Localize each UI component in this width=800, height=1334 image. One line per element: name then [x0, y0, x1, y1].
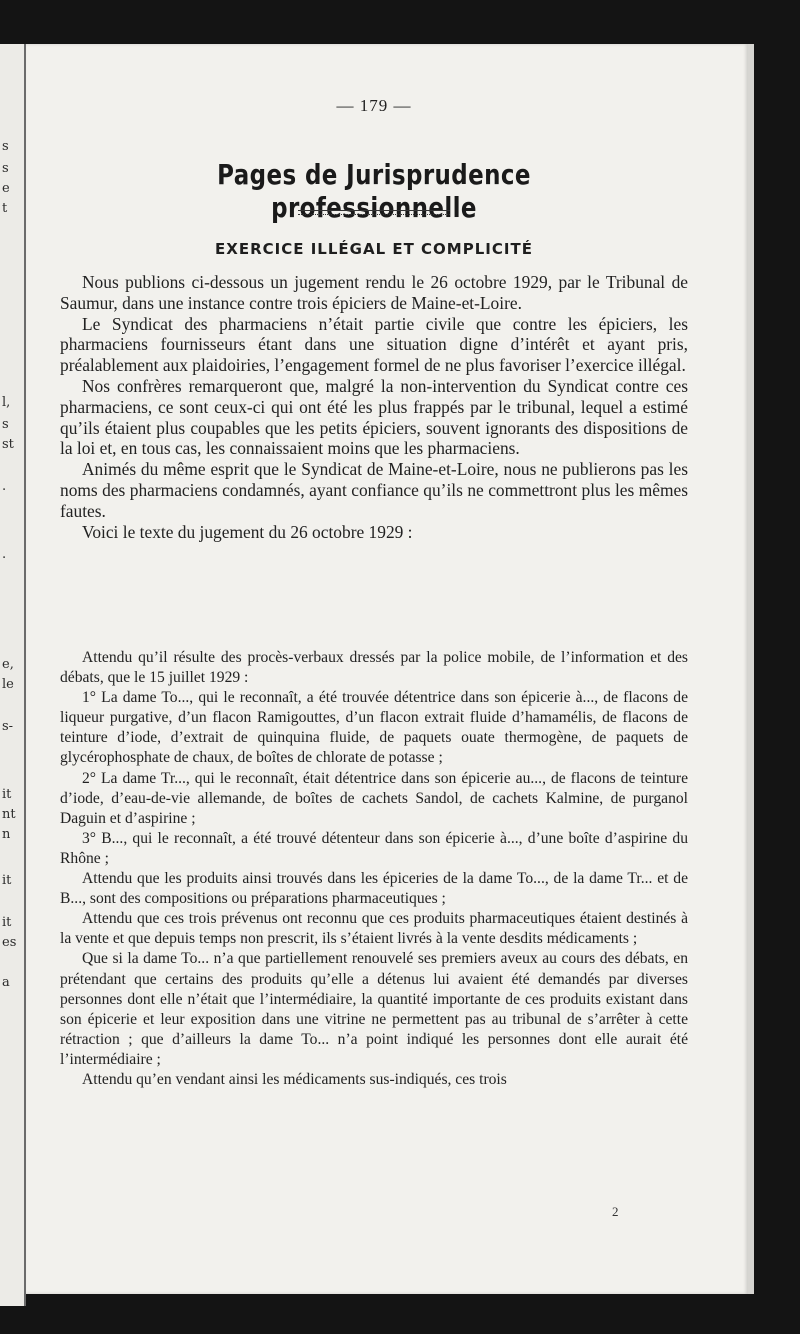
margin-fragment: s-	[2, 719, 14, 734]
judgment-paragraph: 1° La dame To..., qui le reconnaît, a été trouvée détentrice dans son épicerie à..., de flacons de liqueur purgative, d’un flacon Ramigouttes, d’un flacon extrait fluide d’hamamélis, de flacons de teinture d’iode, d’extrait de quinquina fluide, de paquets ouate thermogène, de paquets de glycérophosphate de chaux, de boîtes de chlorate de potasse ;	[60, 689, 688, 767]
margin-fragment: it	[2, 915, 12, 930]
document-page	[26, 44, 748, 1294]
margin-fragment: es	[2, 935, 17, 950]
margin-fragment: st	[2, 437, 14, 452]
margin-fragment: l,	[2, 395, 11, 410]
intro-paragraph: Nos confrères remarqueront que, malgré la non-intervention du Syndicat contre ces pharmaciens, ce sont ceux-ci qui ont été les plus frappés par le tribunal, lequel a estimé qu’ils étaient plus coupables que les petits épiciers, souvent ignorants des dispositions de la loi et, en tous cas, les connaissaient moins que les pharmaciens.	[60, 375, 688, 459]
judgment-paragraph: Attendu qu’il résulte des procès-verbaux dressés par la police mobile, de l’information et des débats, que le 15 juillet 1929 :	[60, 649, 688, 687]
judgment-paragraph: Attendu qu’en vendant ainsi les médicaments sus-indiqués, ces trois	[82, 1070, 507, 1088]
page-title: Pages de Jurisprudence professionnelle	[217, 158, 531, 224]
margin-fragment: .	[2, 479, 7, 494]
margin-fragment: s	[2, 139, 9, 154]
margin-fragment: e	[2, 181, 10, 196]
page-edge	[748, 44, 754, 1294]
intro-text	[60, 272, 688, 542]
margin-fragment: a	[2, 975, 10, 990]
margin-fragment: n	[2, 827, 11, 842]
title-rule	[298, 210, 450, 215]
previous-page-edge	[0, 44, 26, 1306]
margin-fragment: nt	[2, 807, 16, 822]
margin-fragment: le	[2, 677, 14, 692]
section-heading: EXERCICE ILLÉGAL ET COMPLICITÉ	[215, 240, 533, 258]
judgment-paragraph: 2° La dame Tr..., qui le reconnaît, était détentrice dans son épicerie au..., de flacons de teinture d’iode, d’eau-de-vie allemande, de boîtes de cachets Sandol, de cachets Kalmine, de purganol Daguin et d’aspirine ;	[60, 769, 688, 827]
intro-paragraph: Voici le texte du jugement du 26 octobre 1929 :	[82, 521, 413, 542]
margin-fragment: it	[2, 873, 12, 888]
signature-mark: 2	[612, 1204, 619, 1219]
margin-fragment: t	[2, 201, 8, 216]
margin-fragment: it	[2, 787, 12, 802]
judgment-paragraph: Que si la dame To... n’a que partiellement renouvelé ses premiers aveux au cours des débats, en prétendant que certains des produits qu’elle a détenus lui avaient été demandés par diverses personnes dont elle n’était que l’intermédiaire, la quantité importante de ces produits existant dans son épicerie et leur exposition dans une vitrine ne permettent pas au tribunal de s’arrêter à cette rétraction ; que d’ailleurs la dame To... n’a point indiqué les personnes dont elle aurait été l’intermédiaire ;	[60, 950, 688, 1068]
margin-fragment: .	[2, 547, 7, 562]
intro-paragraph: Animés du même esprit que le Syndicat de Maine-et-Loire, nous ne publierons pas les noms des pharmaciens condamnés, ayant confiance qu’ils ne commettront plus les mêmes fautes.	[60, 459, 688, 521]
page-number: — 179 —	[336, 96, 412, 115]
judgment-paragraph: Attendu que ces trois prévenus ont reconnu que ces produits pharmaceutiques étaient destinés à la vente et que depuis temps non prescrit, ils s’étaient livrés à la vente desdits médicaments ;	[60, 910, 688, 948]
judgment-paragraph: 3° B..., qui le reconnaît, a été trouvé détenteur dans son épicerie à..., d’une boîte d’aspirine du Rhône ;	[60, 829, 688, 867]
margin-fragment: s	[2, 417, 9, 432]
intro-paragraph: Le Syndicat des pharmaciens n’était partie civile que contre les épiciers, les pharmaciens fournisseurs étant dans une situation digne d’intérêt et ayant pris, préalablement aux plaidoiries, l’engagement formel de ne plus favoriser l’exercice illégal.	[60, 313, 688, 376]
margin-fragment: e,	[2, 657, 14, 672]
intro-paragraph: Nous publions ci-dessous un jugement rendu le 26 octobre 1929, par le Tribunal de Saumur, dans une instance contre trois épiciers de Maine-et-Loire.	[60, 272, 688, 313]
margin-fragment: s	[2, 161, 9, 176]
judgment-text	[60, 648, 688, 1090]
judgment-paragraph: Attendu que les produits ainsi trouvés dans les épiceries de la dame To..., de la dame Tr... et de B..., sont des compositions ou préparations pharmaceutiques ;	[60, 870, 688, 908]
